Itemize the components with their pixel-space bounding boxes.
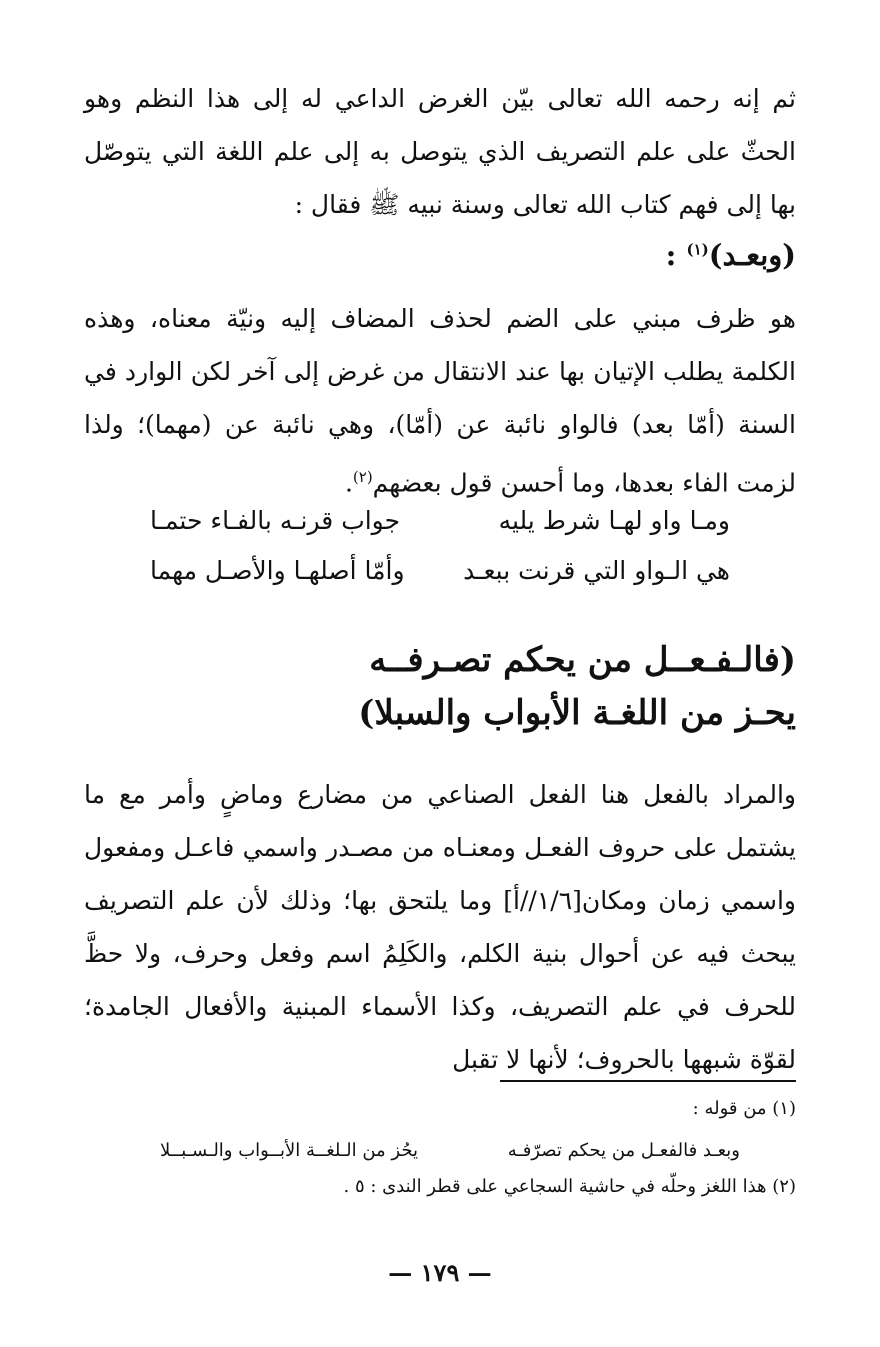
verse-1-second-hemistich: جواب قرنـه بالفـاء حتمـا <box>150 506 401 535</box>
verse-line-2 <box>150 556 730 585</box>
paragraph-explanation-text: هو ظرف مبني على الضم لحذف المضاف إليه ونيّة معناه، وهذه الكلمة يطلب الإتيان بها عند الانتقال من غرض إلى آخر لكن الوارد في السنة (أمّا بعد) فالواو نائبة عن (أمّا)، وهي نائبة عن (مهما)؛ ولذا لزمت الفاء بعدها، وما أحسن قول بعضهم <box>84 304 796 498</box>
page-number: — ١٧٩ — <box>388 1258 492 1287</box>
footnote-verse-second-hemistich: يحُز من الـلغــة الأبــواب والـسـبــلا <box>160 1140 418 1161</box>
footnote-ref-2: (٢) <box>352 468 373 486</box>
footnote-ref-1: (١) <box>686 240 709 259</box>
poem-heading-line-1: (فالـفـعــل من يحكم تصـرفــه <box>369 640 796 680</box>
paragraph-verb-definition: والمراد بالفعل هنا الفعل الصناعي من مضارع وماضٍ وأمر مع ما يشتمل على حروف الفعـل ومعنـاه من مصـدر واسمي فاعـل ومفعول واسمي زمان ومكان[١/٦//أ] وما يلتحق بها؛ وذلك لأن علم التصريف يبحث فيه عن أحوال بنية الكلم، والكَلِمُ اسم وفعل وحرف، ولا حظَّ للحرف في علم التصريف، وكذا الأسماء المبنية والأفعال الجامدة؛ لقوّة شبهها بالحروف؛ لأنها لا تقبل <box>84 780 797 1074</box>
verse-line-1 <box>150 506 730 535</box>
footnote-divider <box>500 1080 796 1082</box>
heading-wa-baad-text: (وبعـد) <box>708 238 796 272</box>
footnote-2: (٢) هذا اللغز وحلّه في حاشية السجاعي على قطر الندى : ٥ . <box>343 1176 796 1197</box>
poem-heading-line-2: يحـز من اللغـة الأبواب والسبلا) <box>358 693 796 733</box>
heading-wa-baad <box>666 238 796 272</box>
paragraph-intro: ثم إنه رحمه الله تعالى بيّن الغرض الداعي له إلى هذا النظم وهو الحثّ على علم التصريف الذي يتوصل به إلى علم اللغة التي يتوصّل بها إلى فهم كتاب الله تعالى وسنة نبيه ﷺ فقال : <box>84 84 796 219</box>
paragraph-explanation <box>84 292 796 509</box>
footnote-1: (١) من قوله : <box>692 1098 796 1119</box>
verse-2-first-hemistich: هي الـواو التي قرنت ببعـد <box>463 556 730 585</box>
heading-colon: : <box>665 238 687 272</box>
verse-2-second-hemistich: وأمّا أصلهـا والأصـل مهما <box>150 556 405 585</box>
paragraph-explanation-end: . <box>344 468 353 498</box>
footnote-verse-first-hemistich: وبعـد فالفعـل من يحكم تصرّفـه <box>507 1140 740 1161</box>
footnote-1-verse <box>160 1140 740 1161</box>
verse-1-first-hemistich: ومـا واو لهـا شرط يليه <box>498 506 730 535</box>
